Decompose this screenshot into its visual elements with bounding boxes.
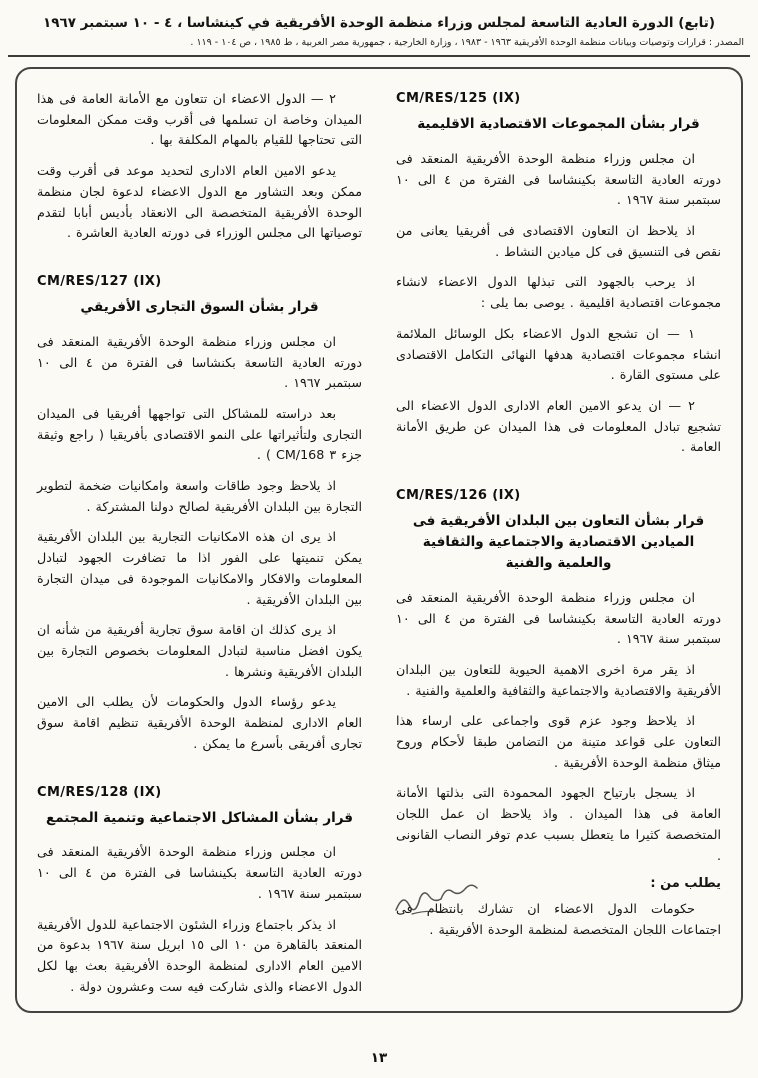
- paragraph: ٢ — الدول الاعضاء ان تتعاون مع الأمانة العامة فى هذا الميدان وخاصة ان تسلمها فى أقرب وقت ممكن المعلومات التى تحتاجها للقيام بالمهام المكلفة بها .: [37, 91, 362, 148]
- paragraph: اذ يلاحظ ان التعاون الاقتصادى فى أفريقيا يعانى من نقص فى التنسيق فى كل ميادين النشاط .: [396, 223, 721, 259]
- source-note: المصدر : قرارات وتوصيات وبيانات منظمة الوحدة الأفريقية ١٩٦٣ - ١٩٨٣ ، وزارة الخارجية ، جمهورية مصر العربية ، ط ١٩٨٥ ، ص ١٠٤ - ١١٩ .: [190, 37, 744, 48]
- resolution-title-126: قرار بشأن التعاون بين البلدان الأفريقية فى الميادين الاقتصادية والاجتماعية والثقافية والعلمية والفنية: [412, 513, 705, 571]
- header-divider: [8, 55, 750, 57]
- resolution-title-125: قرار بشأن المجموعات الاقتصادية الاقليمية: [417, 116, 700, 132]
- document-title: (تابع) الدورة العادية التاسعة لمجلس وزراء منظمة الوحدة الأفريقية في كينشاسا ، ٤ - ١٠ سبتمبر ١٩٦٧: [43, 15, 715, 31]
- resolution-title-127: قرار بشأن السوق التجارى الأفريقي: [80, 298, 319, 315]
- request-label: يطلب من :: [650, 876, 721, 892]
- paragraph: ان مجلس وزراء منظمة الوحدة الأفريقية المنعقد فى دورته العادية التاسعة بكنشاسا فى الفترة من ٤ الى ١٠ سبتمبر ١٩٦٧ .: [37, 333, 362, 391]
- paragraph: اذ يلاحظ وجود طاقات واسعة وامكانيات ضخمة لتطوير التجارة بين البلدان الأفريقية لصالح دولنا المشتركة .: [37, 478, 362, 514]
- paragraph: ان مجلس وزراء منظمة الوحدة الأفريقية المنعقد فى دورته العادية التاسعة بكينشاسا فى الفترة من ٤ الى ١٠ سبتمبر سنة ١٩٦٧ .: [396, 589, 721, 647]
- paragraph: يدعو رؤساء الدول والحكومات لأن يطلب الى الامين العام الادارى لمنظمة الوحدة الأفريقية تنظيم اقامة سوق تجارى أفريقى بأسرع ما يمكن .: [37, 694, 362, 751]
- resolution-code-127: CM/RES/127 (IX): [37, 273, 162, 289]
- paragraph: اذ يذكر باجتماع وزراء الشئون الاجتماعية للدول الأفريقية المنعقد بالقاهرة من ١٠ الى ١٥ ابريل سنة ١٩٦٧ بدعوة من الامين العام الادارى لمنظمة الوحدة الأفريقية بعث بها لكل الدول الاعضاء والذى شاركت فيه ست وعشرون دولة .: [37, 916, 362, 994]
- column-left: [37, 89, 362, 1001]
- paragraph: اذ يرحب بالجهود التى تبذلها الدول الاعضاء لانشاء مجموعات اقتصادية اقليمية . يوصى بما يلى :: [396, 274, 721, 311]
- document-header: [0, 0, 758, 48]
- content-frame: [15, 67, 743, 1013]
- paragraph: حكومات الدول الاعضاء ان تشارك بانتظام فى اجتماعات اللجان المتخصصة لمنظمة الوحدة الأفريقية .: [396, 901, 721, 937]
- paragraph: ١ — ان تشجع الدول الاعضاء بكل الوسائل الملائمة انشاء مجموعات اقتصادية هدفها النهائى التكامل الاقتصادى على مستوى القارة .: [396, 325, 721, 383]
- paragraph: ان مجلس وزراء منظمة الوحدة الأفريقية المنعقد فى دورته العادية التاسعة بكينشاسا فى الفترة من ٤ الى ١٠ سبتمبر سنة ١٩٦٧ .: [396, 150, 721, 208]
- resolution-code-125: CM/RES/125 (IX): [396, 91, 521, 106]
- resolution-code-128: CM/RES/128 (IX): [37, 784, 162, 800]
- column-right: [396, 89, 721, 1001]
- paragraph: اذ يلاحظ وجود عزم قوى واجماعى على ارساء هذا التعاون على قواعد متينة من التضامن طبقا لأحكام وروح ميثاق منظمة الوحدة الأفريقية .: [396, 713, 721, 770]
- paragraph: اذ يقر مرة اخرى الاهمية الحيوية للتعاون بين البلدان الأفريقية والاقتصادية والاجتماعية والثقافية والعلمية والفنية .: [396, 661, 721, 698]
- paragraph: بعد دراسته للمشاكل التى تواجهها أفريقيا فى الميدان التجارى ولتأثيراتها على النمو الاقتصادى بأفريقيا ( راجع وثيقة جزء ٣ CM/168 ) .: [37, 405, 362, 463]
- paragraph: اذ يسجل بارتياح الجهود المحمودة التى بذلتها الأمانة العامة فى هذا الميدان . واذ يلاحظ ان عمل اللجان المتخصصة كثيرا ما يتعطل بسبب عدم توفر النصاب القانونى .: [396, 785, 721, 863]
- paragraph: اذ يرى ان هذه الامكانيات التجارية بين البلدان الأفريقية يمكن تنميتها على الفور اذا ما تضافرت الجهود لتبادل المعلومات والافكار والامكانيات الموجودة فى ميدان التجارة بين البلدان الأفريقية .: [37, 529, 362, 607]
- paragraph: ٢ — ان يدعو الامين العام الادارى الدول الاعضاء الى تشجيع تبادل المعلومات فى هذا الميدان عن طريق الأمانة العامة .: [396, 397, 721, 455]
- paragraph: يدعو الامين العام الادارى لتحديد موعد فى أقرب وقت ممكن وبعد التشاور مع الدول الاعضاء لدعوة لجان منظمة الوحدة الأفريقية المتخصصة الى الانعقاد بأديس أبابا لتقدم توصياتها الى مجلس الوزراء فى دورته العادية العاشرة .: [37, 163, 362, 241]
- resolution-code-126: CM/RES/126 (IX): [396, 488, 521, 504]
- paragraph: اذ يرى كذلك ان اقامة سوق تجارية أفريقية من شأنه ان يكون افضل مناسبة لتبادل المعلومات بخصوص التجارة بين البلدان الأفريقية ونشرها .: [37, 622, 362, 679]
- resolution-title-128: قرار بشأن المشاكل الاجتماعية وتنمية المجتمع: [46, 809, 353, 826]
- annotated-paragraph: [396, 899, 721, 940]
- paragraph: ان مجلس وزراء منظمة الوحدة الأفريقية المنعقد فى دورته العادية التاسعة بكينشاسا فى الفترة من ٤ الى ١٠ سبتمبر سنة ١٩٦٧ .: [37, 844, 362, 901]
- page-number: ١٣: [370, 1050, 388, 1066]
